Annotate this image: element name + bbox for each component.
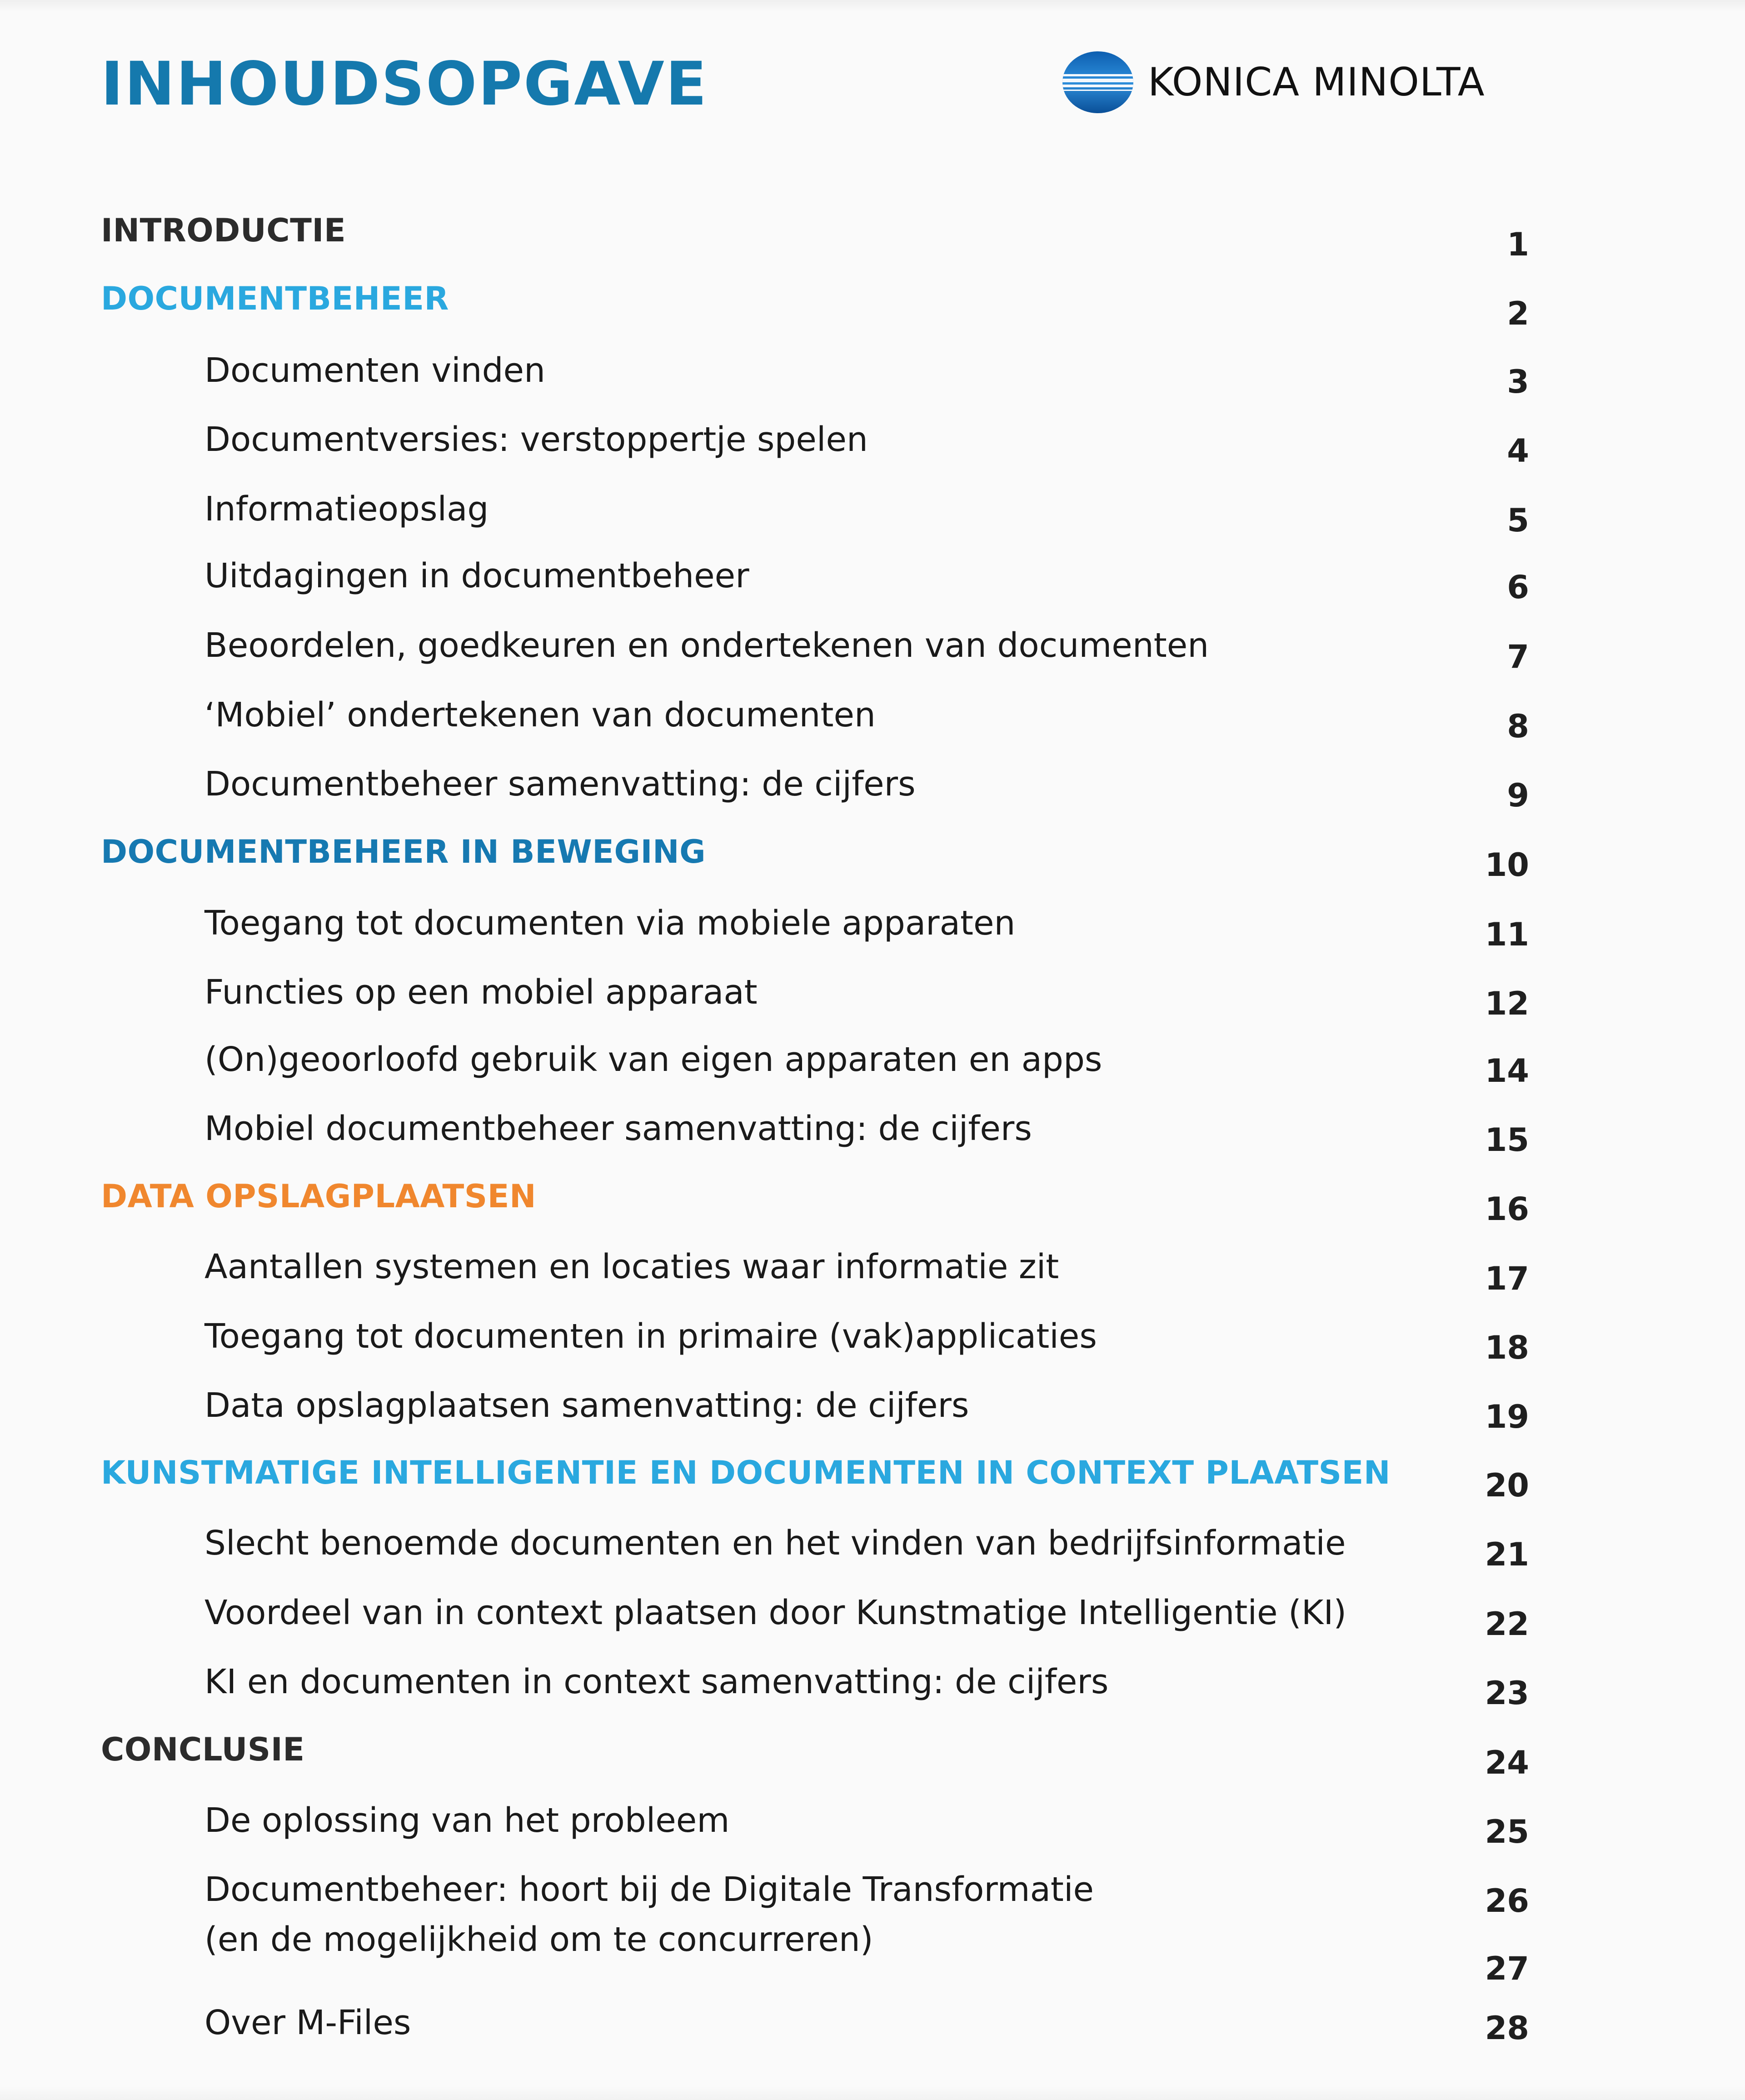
toc-page-number: 20: [1485, 1467, 1529, 1504]
toc-page-number: 16: [1485, 1190, 1529, 1228]
toc-page-number: 18: [1485, 1329, 1529, 1366]
toc-heading-label: DOCUMENTBEHEER IN BEWEGING: [101, 833, 706, 870]
toc-entry-line: Documentversies: verstoppertje spelen: [204, 420, 868, 459]
toc-entry-label: [204, 1998, 411, 2048]
toc-entry-line: Slecht benoemde documenten en het vinden van bedrijfsinformatie: [204, 1524, 1346, 1563]
toc-entry-line: Toegang tot documenten in primaire (vak)applicaties: [204, 1317, 1097, 1356]
toc-page-number: 1: [1507, 226, 1529, 263]
toc-entry-line: (On)geoorloofd gebruik van eigen apparaten en apps: [204, 1040, 1102, 1079]
toc-page-number: 28: [1485, 2010, 1529, 2047]
toc-entry-label: [204, 1104, 1032, 1154]
toc-page-number: 15: [1485, 1121, 1529, 1159]
toc-page-number: 12: [1485, 985, 1529, 1022]
toc-heading-label: DATA OPSLAGPLAATSEN: [101, 1178, 537, 1215]
toc-heading-label: DOCUMENTBEHEER: [101, 280, 449, 317]
toc-page-number: 4: [1507, 432, 1529, 470]
toc-page-number: 19: [1485, 1398, 1529, 1435]
toc-entry-label: [204, 1311, 1097, 1361]
toc-heading-label: CONCLUSIE: [101, 1731, 305, 1768]
toc-entry-line: Over M-Files: [204, 2003, 411, 2042]
toc-entry-line: Functies op een mobiel apparaat: [204, 973, 758, 1012]
toc-page-number: 7: [1507, 638, 1529, 675]
toc-page-number: 21: [1485, 1536, 1529, 1573]
toc-entry-line: Uitdagingen in documentbeheer: [204, 556, 749, 595]
toc-entry-label: [204, 1588, 1346, 1638]
toc-entry-label: [204, 551, 749, 601]
toc-page-number: 26: [1485, 1882, 1529, 1920]
toc-entry-line: Beoordelen, goedkeuren en ondertekenen van documenten: [204, 626, 1209, 665]
toc-page-number: 9: [1507, 777, 1529, 814]
toc-entry-label: [204, 484, 489, 534]
toc-entry-label: [204, 1035, 1102, 1085]
toc-entry-line: Toegang tot documenten via mobiele apparaten: [204, 904, 1016, 943]
toc-entry-label: [204, 620, 1209, 670]
toc-entry-label: [204, 1242, 1059, 1292]
toc-page-number: 23: [1485, 1675, 1529, 1712]
toc-page-number: 27: [1485, 1950, 1529, 1987]
toc-page-number: 22: [1485, 1605, 1529, 1643]
toc-page-number: 5: [1507, 502, 1529, 539]
toc-page-number: 10: [1485, 846, 1529, 884]
toc-page-number: 17: [1485, 1260, 1529, 1297]
toc-entry-line: Documentbeheer samenvatting: de cijfers: [204, 765, 916, 804]
toc-entry-label: [204, 1380, 969, 1430]
toc-entry-label: [204, 898, 1015, 948]
toc-page-number: 2: [1507, 295, 1529, 332]
toc-page-number: 25: [1485, 1813, 1529, 1850]
toc-page-number: 6: [1507, 569, 1529, 606]
toc-entry-label: [204, 690, 876, 740]
toc-page-number: 11: [1485, 916, 1529, 953]
toc-entry-label: [204, 1518, 1346, 1568]
toc-page-number: 24: [1485, 1744, 1529, 1781]
toc-page-number: 8: [1507, 708, 1529, 745]
toc-entry-line: Data opslagplaatsen samenvatting: de cijfers: [204, 1386, 969, 1425]
toc-entry-line: ‘Mobiel’ ondertekenen van documenten: [204, 695, 876, 735]
toc-page-number: 3: [1507, 363, 1529, 400]
toc-entry-label: [204, 759, 916, 809]
toc-entry-line: Mobiel documentbeheer samenvatting: de cijfers: [204, 1109, 1032, 1148]
toc-page-number: 14: [1485, 1052, 1529, 1090]
toc-heading-label: KUNSTMATIGE INTELLIGENTIE EN DOCUMENTEN IN CONTEXT PLAATSEN: [101, 1454, 1391, 1491]
toc-entry-label: [204, 415, 868, 465]
toc-entry-line: KI en documenten in context samenvatting: de cijfers: [204, 1662, 1109, 1701]
brand-name: KONICA MINOLTA: [1148, 59, 1485, 105]
toc-entry-label: [204, 1865, 1094, 1965]
toc-heading-label: INTRODUCTIE: [101, 212, 346, 249]
toc-entry-line: Documentbeheer: hoort bij de Digitale Transformatie: [204, 1870, 1094, 1909]
toc-entry-label: [204, 1795, 729, 1845]
toc-entry-label: [204, 967, 758, 1017]
toc-entry-line: Aantallen systemen en locaties waar informatie zit: [204, 1247, 1059, 1286]
toc-entry-label: [204, 345, 545, 395]
toc-entry-line: De oplossing van het probleem: [204, 1801, 730, 1840]
toc-entry-line: Documenten vinden: [204, 351, 545, 390]
toc-entry-line: Informatieopslag: [204, 490, 489, 529]
toc-entry-line: Voordeel van in context plaatsen door Kunstmatige Intelligentie (KI): [204, 1593, 1347, 1632]
page-title: INHOUDSOPGAVE: [101, 49, 708, 119]
toc-entry-line: (en de mogelijkheid om te concurreren): [204, 1920, 873, 1959]
toc-entry-label: [204, 1657, 1108, 1707]
